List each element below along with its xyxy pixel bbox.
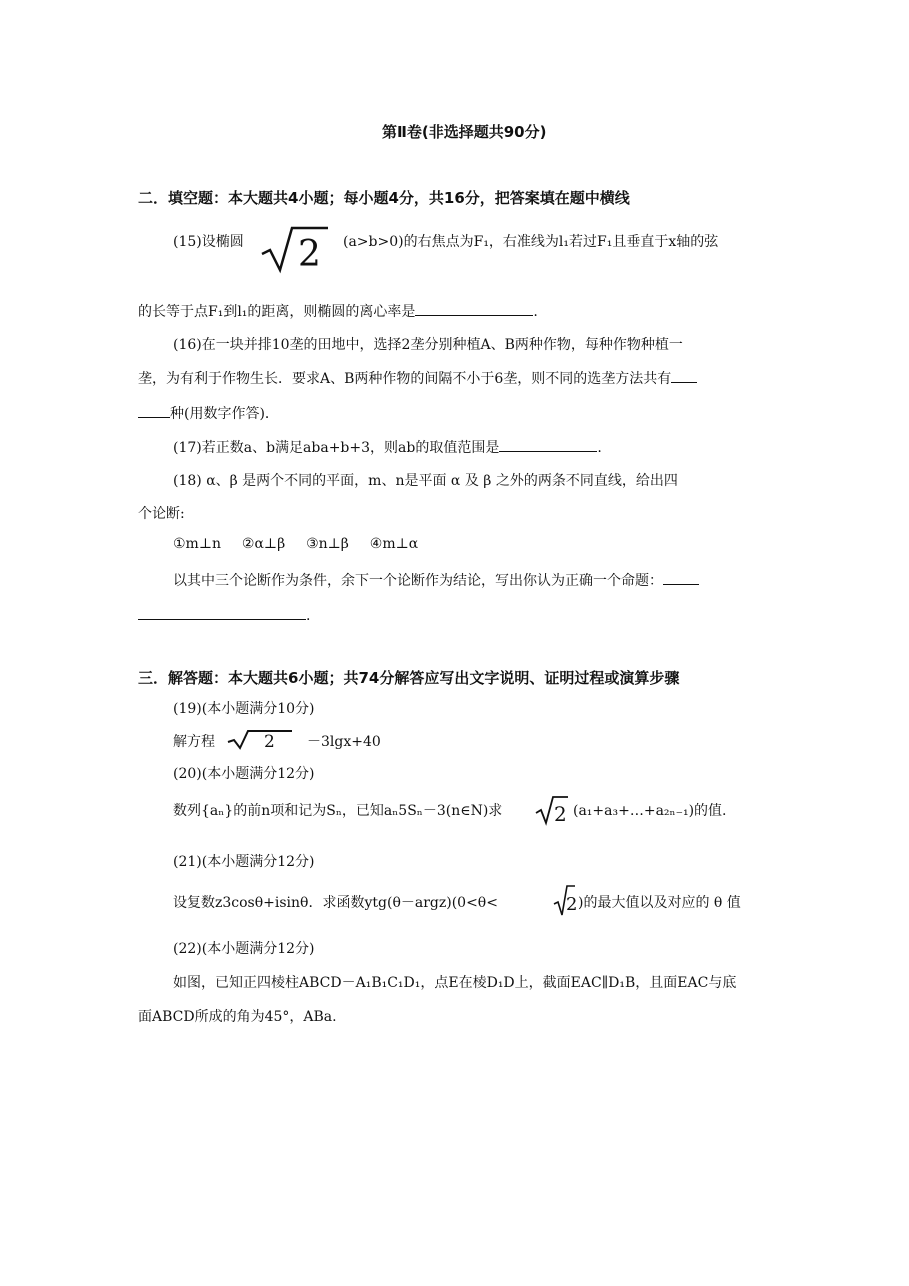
section-3-header: 三．解答题：本大题共6小题；共74分解答应写出文字说明、证明过程或演算步骤	[138, 669, 680, 687]
q20-label: (20)(本小题满分12分)	[173, 766, 315, 782]
sqrt-formula-image	[534, 793, 570, 827]
q20-prefix: 数列{aₙ}的前n项和记为Sₙ，已知aₙ5Sₙ－3(n∈N)求	[173, 803, 503, 819]
q21-label: (21)(本小题满分12分)	[173, 854, 315, 870]
page-title: 第Ⅱ卷(非选择题共90分)	[382, 123, 547, 141]
sqrt-formula-image	[553, 882, 577, 918]
svg-text:2: 2	[554, 802, 567, 826]
section-2-header: 二．填空题：本大题共4小题；每小题4分，共16分，把答案填在题中横线	[138, 189, 630, 207]
q19-label: (19)(本小题满分10分)	[173, 701, 315, 717]
q16-line3: 种(用数字作答)．	[138, 403, 279, 423]
q22-line1: 如图，已知正四棱柱ABCD－A₁B₁C₁D₁，点E在棱D₁D上，截面EAC∥D₁B，且面EAC与底	[173, 975, 737, 991]
q15-line2: 的长等于点F₁到l₁的距离，则椭圆的离心率是 .	[138, 301, 538, 321]
q18-line4: .	[138, 605, 310, 624]
q19-suffix: －3lgx+40	[307, 734, 381, 750]
q18-line3: 以其中三个论断作为条件，余下一个论断作为结论，写出你认为正确一个命题：	[173, 570, 699, 590]
q20-suffix: (a₁+a₃+…+a₂ₙ₋₁)的值.	[573, 803, 727, 819]
q16-line2: 垄，为有利于作物生长．要求A、B两种作物的间隔不小于6垄，则不同的选垄方法共有	[138, 368, 697, 388]
answer-blank[interactable]	[138, 605, 306, 620]
q17: (17)若正数a、b满足aba+b+3，则ab的取值范围是 .	[173, 437, 602, 457]
answer-blank[interactable]	[663, 570, 699, 585]
q18-options: ①m⊥n ②α⊥β ③n⊥β ④m⊥α	[173, 536, 419, 552]
answer-blank[interactable]	[415, 301, 533, 316]
sqrt-digit: 2	[298, 234, 321, 274]
q19-prefix: 解方程	[173, 734, 215, 750]
answer-blank[interactable]	[499, 437, 597, 452]
sqrt-formula-image	[258, 222, 330, 274]
answer-blank[interactable]	[671, 368, 697, 383]
svg-text:2: 2	[264, 732, 275, 750]
q21-prefix: 设复数z3cosθ+isinθ．求函数ytg(θ－argz)(0<θ<	[173, 895, 498, 911]
q15-prefix: (15)设椭圆	[173, 234, 244, 250]
sqrt-formula-image	[226, 728, 296, 750]
q15-suffix: (a>b>0)的右焦点为F₁，右准线为l₁若过F₁且垂直于x轴的弦	[343, 234, 719, 250]
q21-suffix: )的最大值以及对应的 θ 值	[578, 895, 741, 911]
q18-line1: (18) α、β 是两个不同的平面，m、n是平面 α 及 β 之外的两条不同直线，给出四	[173, 473, 678, 489]
q18-line2: 个论断:	[138, 506, 185, 522]
q22-line2: 面ABCD所成的角为45°，ABa.	[138, 1009, 337, 1025]
svg-text:2: 2	[566, 894, 577, 915]
q22-label: (22)(本小题满分12分)	[173, 941, 315, 957]
answer-blank[interactable]	[138, 403, 170, 418]
q16-line1: (16)在一块并排10垄的田地中，选择2垄分别种植A、B两种作物，每种作物种植一	[173, 337, 683, 353]
